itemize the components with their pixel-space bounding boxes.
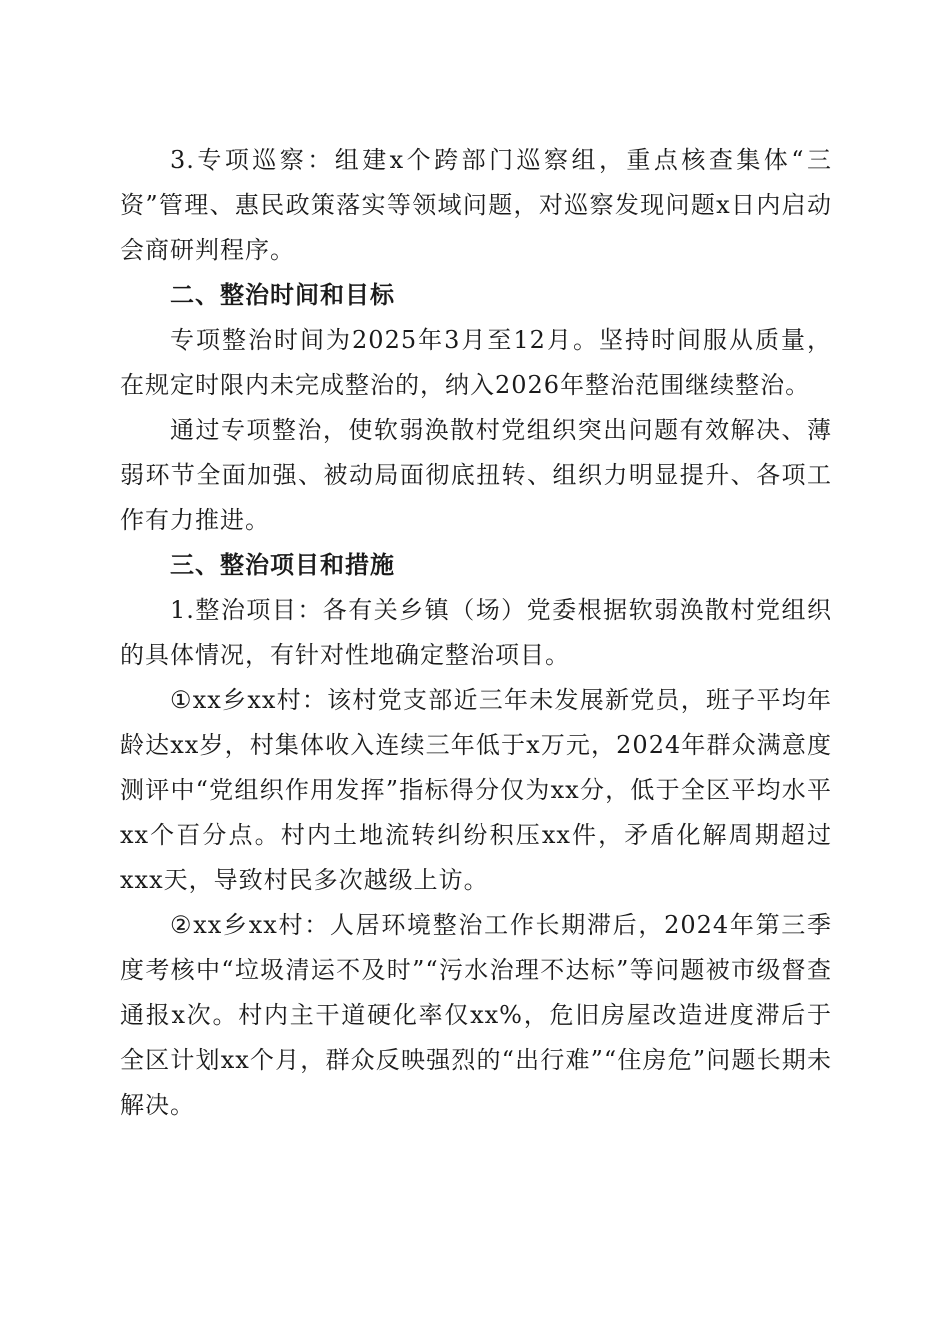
paragraph-rectification-projects: 1.整治项目：各有关乡镇（场）党委根据软弱涣散村党组织的具体情况，有针对性地确定整治项目。 [120, 596, 832, 669]
paragraph-rectification-goals: 通过专项整治，使软弱涣散村党组织突出问题有效解决、薄弱环节全面加强、被动局面彻底扭转、组织力明显提升、各项工作有力推进。 [120, 416, 832, 534]
document-body [120, 138, 832, 1128]
paragraph-special-inspection: 3.专项巡察：组建x个跨部门巡察组，重点核查集体“三资”管理、惠民政策落实等领域问题，对巡察发现问题x日内启动会商研判程序。 [120, 146, 832, 264]
paragraph-village-case-1: ①xx乡xx村：该村党支部近三年未发展新党员，班子平均年龄达xx岁，村集体收入连续三年低于x万元，2024年群众满意度测评中“党组织作用发挥”指标得分仅为xx分，低于全区平均水平xx个百分点。村内土地流转纠纷积压xx件，矛盾化解周期超过xxx天，导致村民多次越级上访。 [120, 686, 832, 894]
section-heading-time-and-goals: 二、整治时间和目标 [170, 281, 395, 309]
paragraph-rectification-period: 专项整治时间为2025年3月至12月。坚持时间服从质量，在规定时限内未完成整治的，纳入2026年整治范围继续整治。 [120, 326, 832, 399]
paragraph-village-case-2: ②xx乡xx村：人居环境整治工作长期滞后，2024年第三季度考核中“垃圾清运不及时”“污水治理不达标”等问题被市级督查通报x次。村内主干道硬化率仅xx%，危旧房屋改造进度滞后于全区计划xx个月，群众反映强烈的“出行难”“住房危”问题长期未解决。 [120, 911, 832, 1119]
section-heading-projects-and-measures: 三、整治项目和措施 [170, 551, 395, 579]
